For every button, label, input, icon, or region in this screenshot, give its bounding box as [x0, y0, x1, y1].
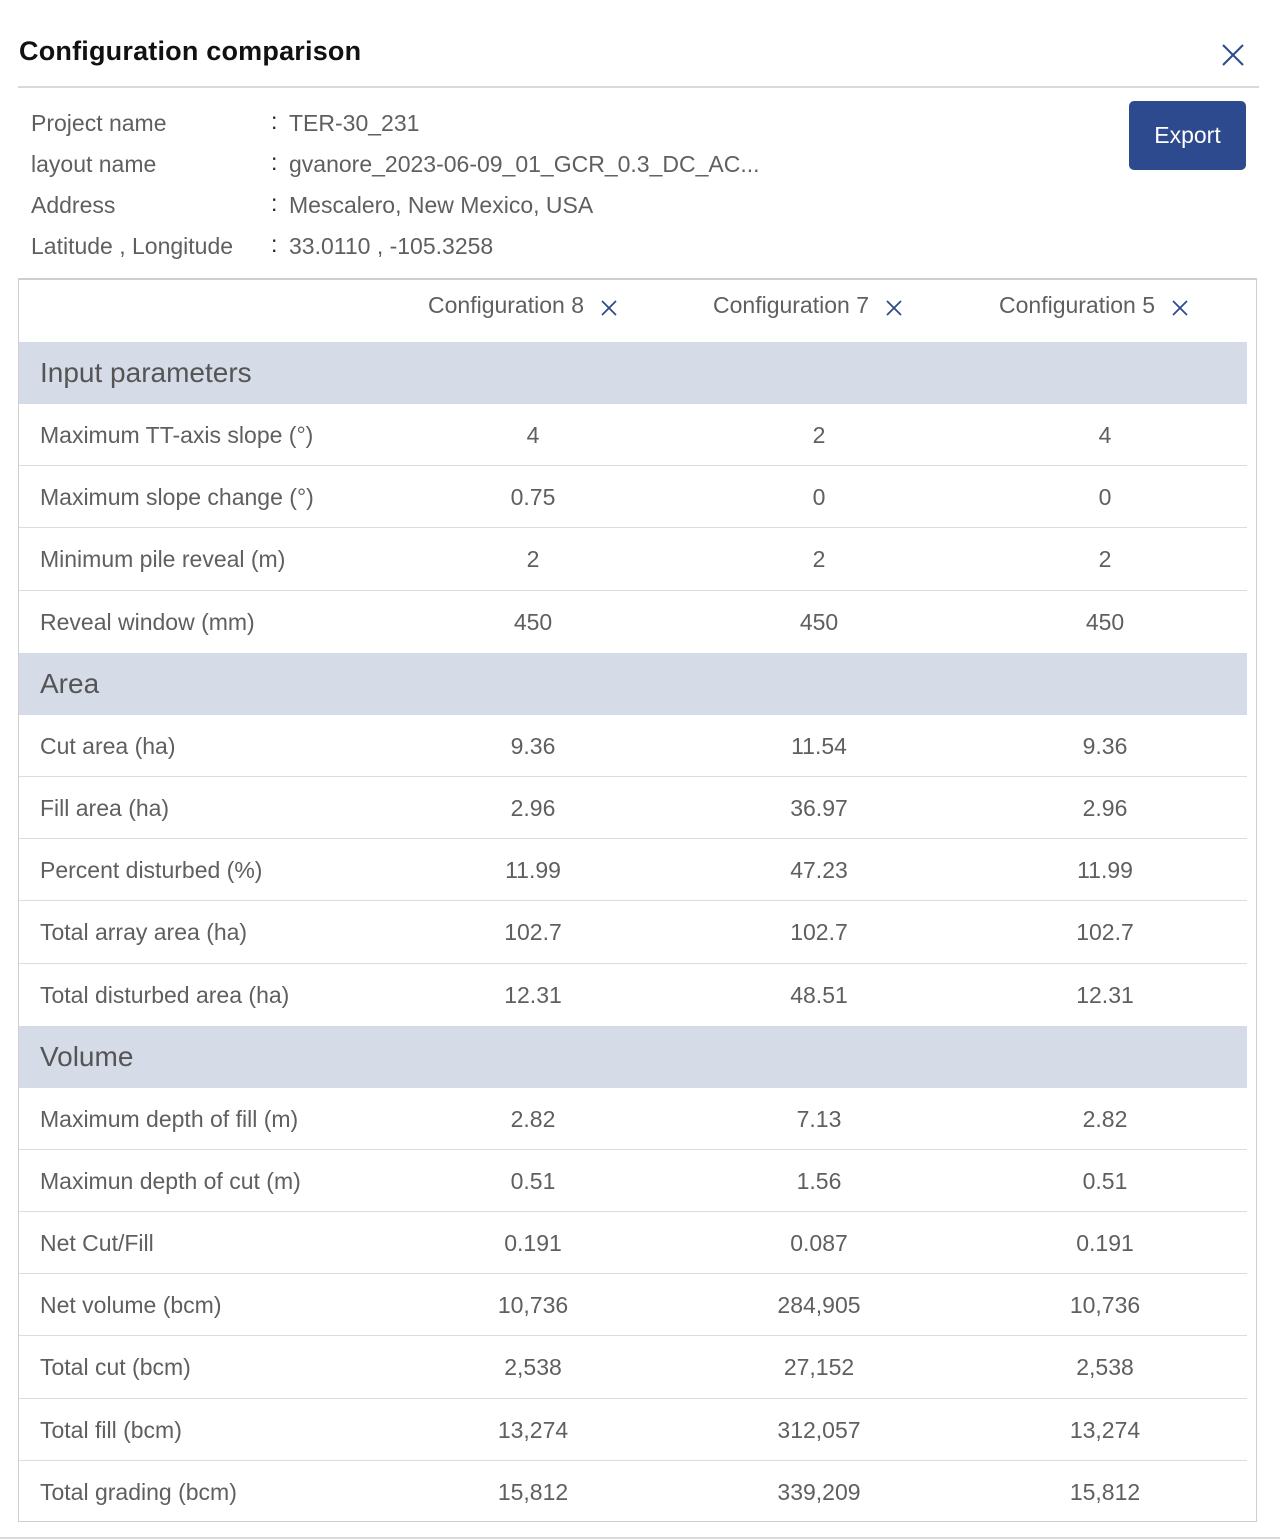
cell-value: 11.99	[1077, 857, 1133, 884]
cell-value: 284,905	[777, 1292, 861, 1319]
cell-value: 10,736	[1069, 1292, 1141, 1319]
cell-value: 2.96	[510, 794, 556, 821]
cell-value: 0.087	[790, 1230, 848, 1257]
table-body	[19, 342, 1247, 1523]
row-label: Net volume (bcm)	[40, 1292, 222, 1319]
close-icon[interactable]	[1218, 40, 1248, 70]
table-row	[19, 777, 1247, 839]
export-button[interactable]: Export	[1129, 101, 1246, 170]
info-colon: :	[271, 108, 278, 134]
cell-value: 2	[526, 546, 540, 573]
row-label: Total fill (bcm)	[40, 1416, 182, 1443]
column-header-config-8	[428, 288, 620, 322]
row-label: Total array area (ha)	[40, 919, 248, 946]
section-header-input-parameters: Input parameters	[19, 342, 1247, 404]
cell-value: 12.31	[1076, 981, 1134, 1008]
cell-value: 7.13	[796, 1105, 842, 1132]
info-value: gvanore_2023-06-09_01_GCR_0.3_DC_AC...	[289, 151, 760, 177]
cell-value: 27,152	[783, 1354, 855, 1381]
info-colon: :	[271, 231, 278, 257]
cell-value: 9.36	[510, 732, 556, 759]
info-label: Project name	[31, 110, 167, 136]
column-header-label: Configuration 7	[713, 292, 869, 318]
info-value: 33.0110 , -105.3258	[289, 233, 494, 259]
cell-value: 2	[812, 422, 826, 448]
table-row	[19, 591, 1247, 653]
column-header-label: Configuration 8	[428, 292, 584, 318]
cell-value: 2	[1098, 546, 1112, 573]
table-row	[19, 404, 1247, 466]
cell-value: 450	[513, 608, 553, 635]
table-row	[19, 1274, 1247, 1336]
info-colon: :	[271, 149, 278, 175]
row-label: Cut area (ha)	[40, 732, 176, 759]
table-row	[19, 839, 1247, 901]
section-header-area: Area	[19, 653, 1247, 715]
cell-value: 0.51	[510, 1167, 556, 1194]
cell-value: 10,736	[497, 1292, 569, 1319]
dialog-title: Configuration comparison	[19, 36, 362, 66]
info-label: Address	[31, 192, 116, 218]
row-label: Minimum pile reveal (m)	[40, 546, 286, 573]
cell-value: 0	[1098, 484, 1112, 511]
cell-value: 2.82	[1082, 1105, 1128, 1132]
info-label: layout name	[31, 151, 157, 177]
cell-value: 11.99	[505, 857, 561, 884]
cell-value: 0.191	[1076, 1230, 1134, 1257]
cell-value: 0	[812, 484, 826, 511]
cell-value: 0.75	[510, 484, 556, 511]
info-colon: :	[271, 190, 278, 216]
table-row	[19, 1212, 1247, 1274]
cell-value: 13,274	[497, 1416, 569, 1443]
section-header-volume: Volume	[19, 1026, 1247, 1088]
row-label: Total grading (bcm)	[40, 1478, 237, 1505]
cell-value: 102.7	[504, 919, 562, 946]
cell-value: 102.7	[790, 919, 848, 946]
row-label: Net Cut/Fill	[40, 1230, 154, 1257]
row-label: Reveal window (mm)	[40, 608, 255, 635]
close-icon[interactable]	[1169, 294, 1191, 316]
cell-value: 450	[799, 608, 839, 635]
table-row	[19, 1461, 1247, 1523]
cell-value: 450	[1085, 608, 1125, 635]
table-row	[19, 1399, 1247, 1461]
column-header-config-7	[713, 288, 905, 322]
header-divider	[18, 86, 1259, 88]
cell-value: 2.82	[510, 1105, 556, 1132]
cell-value: 2.96	[1082, 794, 1128, 821]
row-label: Maximun depth of cut (m)	[40, 1167, 301, 1194]
close-icon[interactable]	[883, 294, 905, 316]
cell-value: 12.31	[504, 981, 562, 1008]
column-header-config-5	[999, 288, 1191, 322]
cell-value: 1.56	[796, 1167, 842, 1194]
cell-value: 339,209	[777, 1478, 861, 1505]
cell-value: 47.23	[790, 857, 848, 884]
cell-value: 15,812	[1069, 1478, 1141, 1505]
info-value: Mescalero, New Mexico, USA	[289, 192, 594, 218]
table-row	[19, 1088, 1247, 1150]
table-row	[19, 964, 1247, 1026]
table-row	[19, 1336, 1247, 1398]
column-header-label: Configuration 5	[999, 292, 1155, 318]
cell-value: 11.54	[791, 732, 847, 759]
table-row	[19, 901, 1247, 963]
cell-value: 312,057	[777, 1416, 861, 1443]
row-label: Total cut (bcm)	[40, 1354, 191, 1381]
row-label: Fill area (ha)	[40, 794, 170, 821]
cell-value: 4	[526, 422, 540, 448]
info-value: TER-30_231	[289, 110, 420, 136]
row-label: Percent disturbed (%)	[40, 857, 263, 884]
table-row	[19, 466, 1247, 528]
row-label: Total disturbed area (ha)	[40, 981, 290, 1008]
close-icon[interactable]	[598, 294, 620, 316]
table-row	[19, 1150, 1247, 1212]
cell-value: 2	[812, 546, 826, 573]
cell-value: 0.51	[1082, 1167, 1128, 1194]
cell-value: 2,538	[504, 1354, 562, 1381]
cell-value: 4	[1098, 422, 1112, 448]
cell-value: 102.7	[1076, 919, 1134, 946]
cell-value: 36.97	[790, 794, 848, 821]
row-label: Maximum depth of fill (m)	[40, 1105, 299, 1132]
cell-value: 13,274	[1069, 1416, 1141, 1443]
cell-value: 15,812	[497, 1478, 569, 1505]
cell-value: 0.191	[504, 1230, 562, 1257]
cell-value: 2,538	[1076, 1354, 1134, 1381]
row-label: Maximum slope change (°)	[40, 484, 314, 511]
cell-value: 9.36	[1082, 732, 1128, 759]
table-row	[19, 715, 1247, 777]
info-label: Latitude , Longitude	[31, 233, 234, 259]
row-label: Maximum TT-axis slope (°)	[40, 422, 314, 448]
table-row	[19, 528, 1247, 590]
cell-value: 48.51	[790, 981, 848, 1008]
